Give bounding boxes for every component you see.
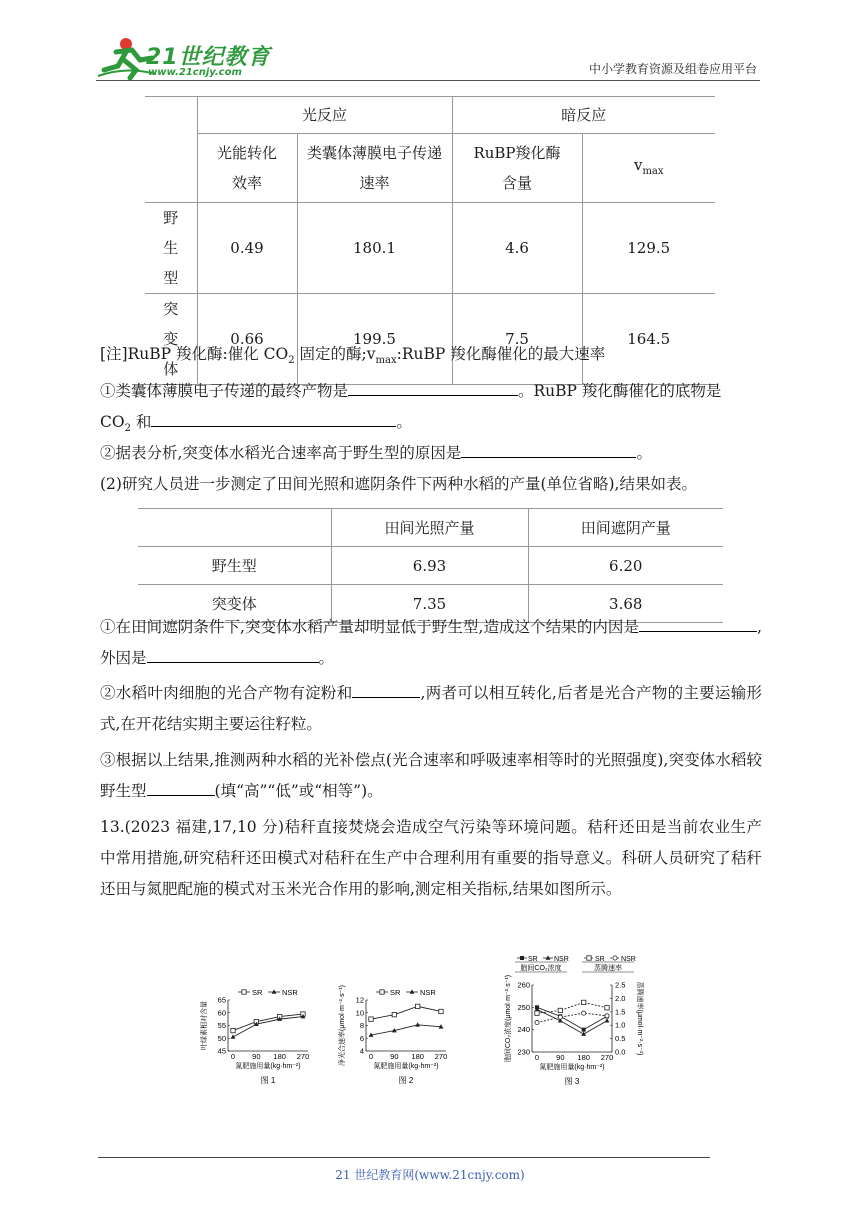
table-cell: 180.1 [297,203,452,294]
question-r2: ②水稻叶肉细胞的光合产物有淀粉和 ,两者可以相互转化,后者是光合产物的主要运输形式,在开花结实期主要运往籽粒。 [100,678,762,740]
data-point [415,1004,419,1008]
series-line [537,1002,607,1013]
y-tick-label: 4 [359,1046,364,1056]
table-cell: 0.49 [197,203,297,294]
data-point [605,1006,609,1010]
answer-blank[interactable] [348,377,518,396]
figure-caption: 图 3 [564,1077,580,1086]
data-point [380,990,384,994]
y-tick-label-right: 2.0 [615,993,626,1003]
brand-name: 21世纪教育 [146,45,271,70]
answer-blank[interactable] [147,644,319,663]
table-row [145,97,715,134]
x-axis-label: 氮肥施用量(kg·hm⁻²) [235,1063,301,1070]
data-point [535,1020,539,1024]
data-point [582,1028,586,1032]
table-cell: 6.93 [331,547,528,585]
y-tick-label-right: 0.5 [615,1034,626,1044]
footer-text: 21 世纪教育网(www.21cnjy.com) [335,1168,525,1182]
data-point [231,1028,235,1032]
x-tick-label: 270 [296,1052,310,1061]
data-point [587,956,591,960]
series-line [371,1025,441,1035]
legend-label: NSR [621,956,636,963]
y-tick-label-right: 1.5 [615,1007,626,1017]
header-divider [96,80,760,81]
answer-blank[interactable] [151,408,396,427]
table-note: [注]RuBP 羧化酶:催化 $CO_2$ 固定的酶$;v_{max}:RuBP$ 羧化酶催化的最大速率 [100,345,606,367]
y-tick-label: 240 [517,1025,530,1035]
legend-label: NSR [282,988,298,997]
group-header-dark: 暗反应 [452,97,715,134]
x-tick-label: 90 [252,1052,261,1061]
data-point [272,989,277,993]
y-tick-label: 230 [517,1047,530,1057]
legend-group-label: 胞间CO₂浓度 [520,965,562,972]
table-cell: 199.5 [297,294,452,385]
col-header: 光能转化效率 [197,134,297,203]
y-tick-label: 260 [517,980,530,990]
y-tick-label: 65 [217,995,226,1005]
y-tick-label: 6 [359,1033,364,1043]
col-header: 田间遮阴产量 [528,509,723,547]
table-row [138,509,723,547]
table-corner-cell [145,97,197,203]
data-point [439,1009,443,1013]
x-tick-label: 90 [390,1052,399,1061]
footer-divider [98,1157,710,1158]
x-tick-label: 0 [230,1052,236,1061]
y-tick-label: 250 [517,1002,530,1012]
question-r3: ③根据以上结果,推测两种水稻的光补偿点(光合速率和呼吸速率相等时的光照强度),突变体水稻较野生型 (填“高”“低”或“相等”)。 [100,751,762,800]
question-2: ②据表分析,突变体水稻光合速率高于野生型的原因是 。 [100,438,762,469]
answer-blank[interactable] [639,613,757,632]
data-point [582,1011,586,1015]
page-header [0,0,860,90]
data-point [231,1034,236,1038]
y-tick-label-right: 2.5 [615,980,626,990]
y-tick-label: 55 [217,1021,226,1030]
y-tick-label: 60 [217,1008,226,1018]
x-tick-label: 270 [600,1053,614,1062]
x-axis-label: 氮肥施用量(kg·hm⁻²) [539,1064,605,1071]
brand-url: www.21cnjy.com [148,67,242,78]
table-cell: 3.68 [528,585,723,623]
data-point [581,1000,585,1004]
part-2-intro: (2)研究人员进一步测定了田间光照和遮阴条件下两种水稻的产量(单位省略),结果如表。 [100,475,697,493]
x-axis-label: 氮肥施用量(kg·hm⁻²) [373,1063,439,1070]
x-tick-label: 0 [368,1052,374,1061]
figures-panel [195,945,645,1105]
table-cell: 0.66 [197,294,297,385]
data-point [613,956,617,960]
y-tick-label: 8 [359,1021,364,1030]
table-cell: 164.5 [582,294,715,385]
data-point [415,1022,420,1026]
data-point [242,990,246,994]
table-corner-cell [138,509,331,547]
row-label: 野生型 [145,203,197,294]
series-line [371,1006,441,1019]
answer-blank[interactable] [352,679,420,698]
legend-group-label: 蒸腾速率 [594,965,622,972]
data-point [369,1017,373,1021]
x-tick-label: 90 [556,1053,565,1062]
y-tick-label: 50 [217,1033,226,1043]
data-point [558,1015,562,1019]
col-header: 田间光照产量 [331,509,528,547]
y-axis-label: 叶绿素相对含量 [201,1001,208,1050]
table-cell: 7.35 [331,585,528,623]
question-1: ①类囊体薄膜电子传递的最终产物是 。RuBP 羧化酶催化的底物是 $CO_2$ 和 。 [100,376,762,444]
table-cell: 7.5 [452,294,582,385]
y-tick-label: 45 [217,1046,226,1056]
table-yield [138,508,723,623]
legend-label: SR [595,956,605,963]
data-point [392,1012,396,1016]
col-header-vmax: $v_{max}$ [582,134,715,203]
legend-label: NSR [554,956,569,963]
x-tick-label: 180 [577,1053,590,1062]
table-cell: 4.6 [452,203,582,294]
legend-label: SR [528,956,538,963]
col-header: RuBP羧化酶含量 [452,134,582,203]
col-header: 类囊体薄膜电子传递速率 [297,134,452,203]
legend-label: SR [390,988,401,997]
data-point [520,956,524,960]
row-label: 突变体 [145,294,197,385]
legend-label: NSR [420,988,436,997]
y-axis-label-right: 蒸腾速率(μmol·m⁻²·s⁻¹) [636,981,643,1056]
table-row [138,547,723,585]
data-point [605,1018,610,1022]
legend-label: SR [252,988,263,997]
y-tick-label-right: 1.0 [615,1020,626,1030]
table-cell: 129.5 [582,203,715,294]
answer-blank[interactable] [461,439,636,458]
data-point [605,1014,609,1018]
y-tick-label-right: 0.0 [615,1047,626,1057]
x-tick-label: 180 [411,1052,424,1061]
answer-blank[interactable] [147,777,215,796]
y-axis-label: 胞间CO₂浓度(μmol·m⁻²·s⁻¹) [505,974,512,1063]
data-point [546,955,551,959]
table-row [145,134,715,203]
figure-caption: 图 1 [260,1076,276,1085]
data-point [535,1011,539,1015]
row-label: 野生型 [138,547,331,585]
table-row [145,203,715,294]
x-tick-label: 0 [534,1053,540,1062]
data-point [581,1032,586,1036]
y-tick-label: 12 [355,995,364,1005]
y-axis-label: 净光合速率(μmol·m⁻²·s⁻¹) [339,984,346,1067]
data-point [558,1008,562,1012]
series-line [233,1014,303,1031]
question-13: 13.(2023 福建,17,10 分)秸秆直接焚烧会造成空气污染等环境问题。秸秆还田是当前农业生产中常用措施,研究秸秆还田模式对秸秆在生产中合理利用有重要的指导意义。科研人员研究了秸秆还田与氮肥配施的模式对玉米光合作用的影响,测定相关指标,结果如图所示。 [100,818,762,898]
platform-title: 中小学教育资源及组卷应用平台 [588,62,757,76]
x-tick-label: 270 [434,1052,448,1061]
figure-caption: 图 2 [398,1076,414,1085]
question-r1: ①在田间遮阴条件下,突变体水稻产量却明显低于野生型,造成这个结果的内因是 ,外因是 。 [100,612,762,674]
x-tick-label: 180 [273,1052,286,1061]
row-label: 突变体 [138,585,331,623]
group-header-light: 光反应 [197,97,452,134]
y-tick-label: 10 [355,1008,364,1018]
data-point [410,989,415,993]
table-cell: 6.20 [528,547,723,585]
